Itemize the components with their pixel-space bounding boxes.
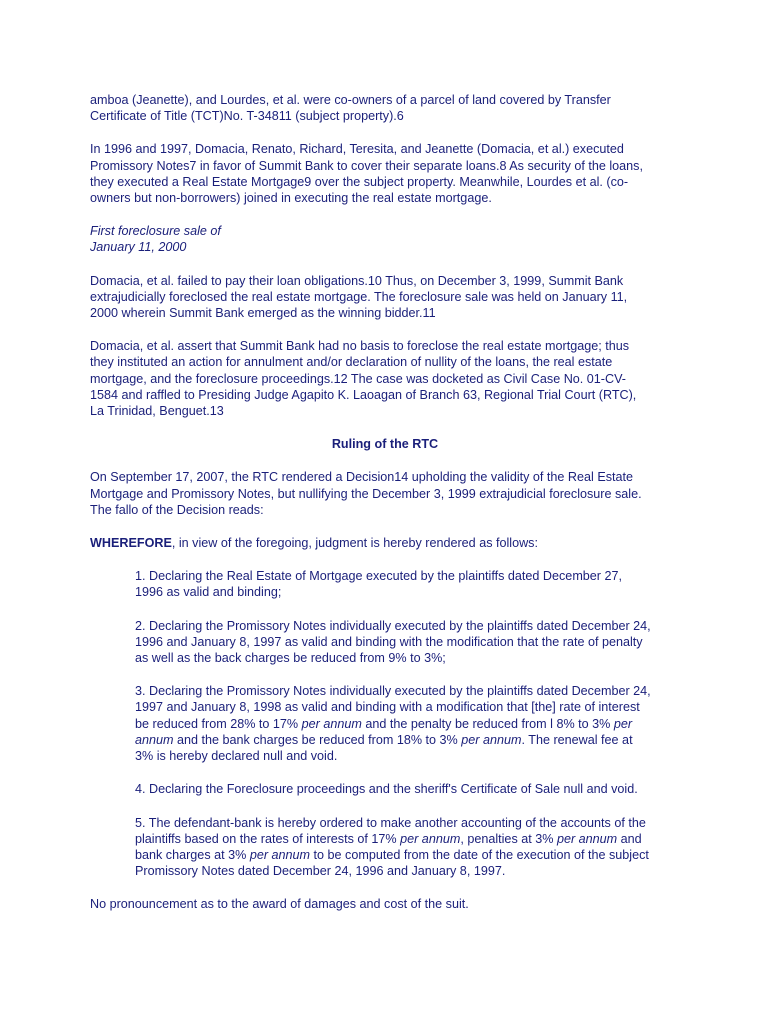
paragraph-co-owners: amboa (Jeanette), and Lourdes, et al. were co-owners of a parcel of land covered by Transfer Certificate of Title (TCT)No. T-34811 (subject property).6 bbox=[90, 93, 611, 124]
fallo-item-5-text-g: to be computed from the date of the execution of the subject Promissory Notes dated December 24, 1996 and January 8, 1997. bbox=[135, 847, 649, 879]
paragraph-wherefore bbox=[90, 535, 680, 551]
fallo-item-2: 2. Declaring the Promissory Notes individually executed by the plaintiffs dated December 24, 1996 and January 8, 1997 as valid and binding with the modification that the rate of penalty as well as the back charges be reduced from 9% to 3%; bbox=[135, 618, 651, 666]
document-page bbox=[90, 92, 680, 930]
section-heading-ruling-rtc: Ruling of the RTC bbox=[331, 437, 439, 452]
paragraph-promissory-notes: In 1996 and 1997, Domacia, Renato, Richard, Teresita, and Jeanette (Domacia, et al.) executed Promissory Notes7 in favor of Summit Bank to cover their separate loans.8 As security of the loans, they executed a Real Estate Mortgage9 over the subject property. Meanwhile, Lourdes et al. (co- owners but non-borrowers) joined in executing the real estate mortgage. bbox=[90, 142, 643, 206]
fallo-item-5-per-annum-2: per annum bbox=[556, 831, 618, 846]
fallo-item-3-text-a: 3. Declaring the Promissory Notes individually executed by the plaintiffs dated December 24, 1997 and January 8, 1998 as valid and binding with a modification that [the] rate of interest be reduced from 28% to 17% bbox=[135, 684, 651, 731]
fallo-item-3-text-e: and the bank charges be reduced from 18% to 3% bbox=[173, 732, 462, 747]
fallo-item-3-text-c: and the penalty be reduced from l 8% to 3% bbox=[361, 716, 614, 731]
paragraph-closing: No pronouncement as to the award of damages and cost of the suit. bbox=[90, 897, 469, 912]
fallo-item-5-text-c: , penalties at 3% bbox=[460, 831, 557, 846]
subheading-first-foreclosure: First foreclosure sale of January 11, 2000 bbox=[90, 224, 221, 255]
fallo-item-5-per-annum-3: per annum bbox=[249, 847, 311, 862]
fallo-item-5-text-e: and bank charges at 3% bbox=[135, 831, 642, 862]
paragraph-annulment-action: Domacia, et al. assert that Summit Bank had no basis to foreclose the real estate mortgage; thus they instituted an action for annulment and/or declaration of nullity of the loans, the real estate mortgage, and the foreclosure proceedings.12 The case was docketed as Civil Case No. 01-CV- 1584 and raffled to Presiding Judge Agapito K. Laoagan of Branch 63, Regional Trial Court (RTC), La Trinidad, Benguet.13 bbox=[90, 339, 637, 419]
fallo-list bbox=[90, 568, 680, 879]
fallo-item-5 bbox=[135, 815, 680, 880]
fallo-item-4: 4. Declaring the Foreclosure proceedings and the sheriff's Certificate of Sale null and void. bbox=[135, 782, 638, 797]
wherefore-text: , in view of the foregoing, judgment is hereby rendered as follows: bbox=[171, 536, 538, 551]
wherefore-word: WHEREFORE bbox=[90, 536, 172, 551]
fallo-item-3-per-annum-3: per annum bbox=[461, 732, 522, 747]
fallo-item-3-per-annum-2: per annum bbox=[135, 716, 633, 747]
fallo-item-3-per-annum-1: per annum bbox=[301, 716, 362, 731]
fallo-item-3 bbox=[135, 683, 680, 764]
fallo-item-5-per-annum-1: per annum bbox=[400, 831, 461, 846]
fallo-item-5-text-a: 5. The defendant-bank is hereby ordered to make another accounting of the accounts of the plaintiffs based on the rates of interests of 17% bbox=[135, 815, 646, 846]
fallo-item-3-text-g: . The renewal fee at 3% is hereby declared null and void. bbox=[135, 732, 633, 764]
fallo-item-1: 1. Declaring the Real Estate of Mortgage executed by the plaintiffs dated December 27, 1996 as valid and binding; bbox=[135, 569, 623, 600]
paragraph-loan-default: Domacia, et al. failed to pay their loan obligations.10 Thus, on December 3, 1999, Summit Bank extrajudicially foreclosed the real estate mortgage. The foreclosure sale was held on January 11, 2000 wherein Summit Bank emerged as the winning bidder.11 bbox=[90, 273, 628, 321]
paragraph-rtc-decision: On September 17, 2007, the RTC rendered a Decision14 upholding the validity of the Real Estate Mortgage and Promissory Notes, but nullifying the December 3, 1999 extrajudicial foreclosure sale. The fallo of the Decision reads: bbox=[90, 470, 642, 517]
